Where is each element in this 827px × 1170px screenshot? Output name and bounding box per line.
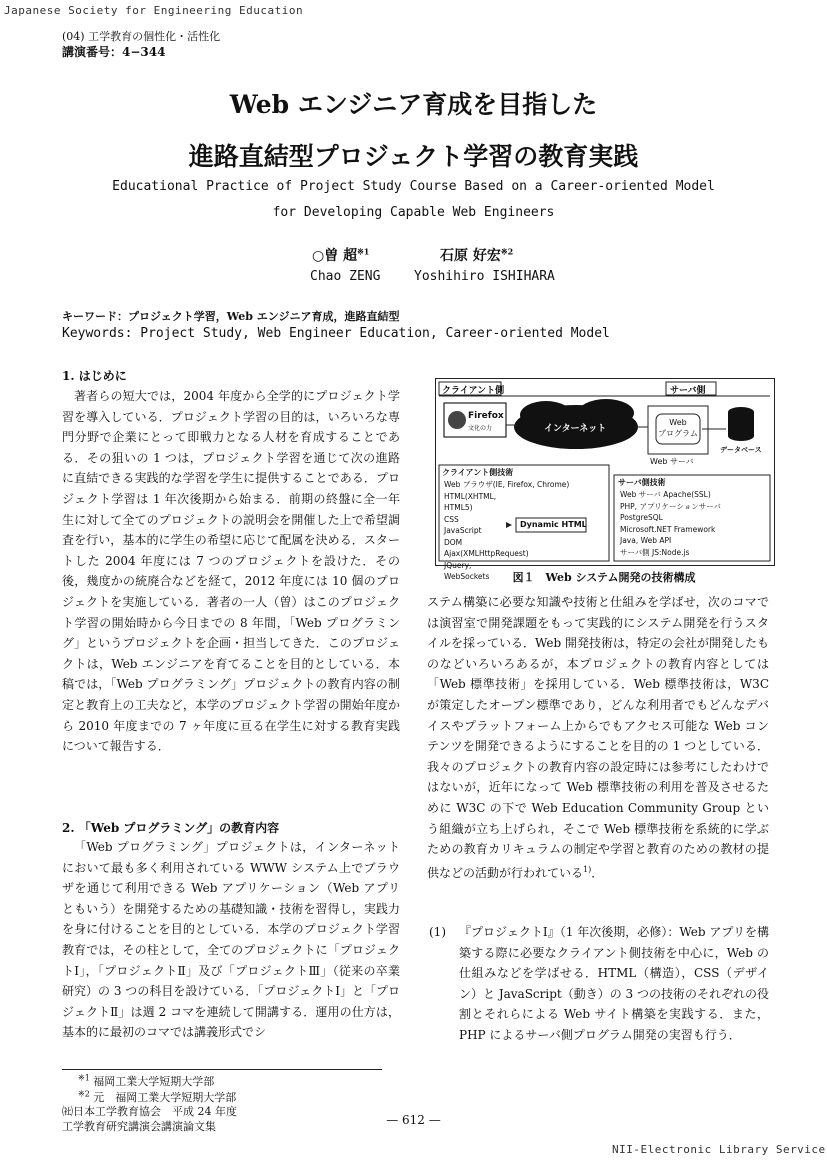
- dynamic-html-label: Dynamic HTML: [520, 520, 587, 529]
- footnote-1: $^{※1}$ 福岡工業大学短期大学部: [78, 1073, 215, 1088]
- section1-body: 著者らの短大では，2004 年度から全学的にプロジェクト学習を導入している．プロジェクト学習の目的は，いろいろな専門分野で企業にとって即戦力となる人材を育成することである．その狙いの 1 つは，プロジェクト学習を通じて次の進路に直結できる実践的な学習を学生に提供することである．プロジェクト学習は 1 年次後期から始まる．前期の終盤に全一年生に対して全てのプロジェクトの説明会を開催した上で希望調査を行い，基本的に学生の希望に応じて配属を決める．スタートした 2004 年度には 7 つのプロジェクトを設けた．その後，幾度かの統廃合などを経て，2012 年度には 10 個のプロジェクトを実施している．著者の一人（曽）はこのプロジェクト学習の開始時から今日までの 8 年間，「Web プログラミング」というプロジェクトを企画・担当してきた．このプロジェクトは，Web エンジニアを育てることを目的としている．本稿では，「Web プログラミング」プロジェクトの教育内容の制定と教育上の工夫など，本学のプロジェクト学習の開始年度から 2010 年度までの 7 ヶ年度に亘る在学生に対する教育実践について報告する．: [62, 389, 400, 754]
- webserver-label: Web サーバ: [650, 457, 694, 466]
- page-number: — 612 —: [386, 1113, 441, 1127]
- server-tech-item: サーバ側 JS:Node.js: [620, 547, 690, 557]
- section2-body: 「Web プログラミング」プロジェクトは，インターネットにおいて最も多く利用されている WWW システム上でブラウザを通じて利用できる Web アプリケーション（Web アプリともいう）を開発するための基礎知識・技術を習得し，実践力を身に付けることを目的としている．本学のプロジェクト学習教育では，その柱として，全てのプロジェクトに「プロジェクトⅠ」，「プロジェクトⅡ」及び「プロジェクトⅢ」（従来の卒業研究）の 3 つの科目を設けている．「プロジェクトⅠ」と「プロジェクトⅡ」は週 2 コマを連続して開講する．運用の仕方は，基本的に最初のコマでは講義形式でシ: [62, 840, 400, 1040]
- keywords-ja: キーワード：プロジェクト学習，Web エンジニア育成，進路直結型: [62, 310, 400, 323]
- lecture-number: 講演番号：4−344: [62, 45, 166, 59]
- title-ja-line1: Web エンジニア育成を目指した: [229, 90, 598, 119]
- client-side-label: クライアント側: [442, 386, 505, 396]
- section2-heading: 2. 「Web プログラミング」の教育内容: [62, 821, 280, 835]
- server-tech-item: PHP, アプリケーションサーバ: [620, 501, 721, 511]
- client-tech-item: Ajax(XMLHttpRequest): [444, 549, 529, 558]
- server-tech-item: Java, Web API: [620, 536, 672, 545]
- session-category: (04) 工学教育の個性化・活性化: [62, 30, 221, 43]
- title-en-line1: Educational Practice of Project Study Course Based on a Career-oriented Model: [112, 179, 715, 194]
- server-tech-item: Microsoft.NET Framework: [620, 524, 716, 534]
- publisher-line1: ㈳日本工学教育協会 平成 24 年度: [62, 1105, 237, 1118]
- footnote-2: $^{※2}$ 元 福岡工業大学短期大学部: [78, 1089, 237, 1104]
- server-side-label: サーバ側: [670, 386, 706, 396]
- server-tech-item: Web サーバ Apache(SSL): [620, 490, 711, 499]
- society-header: Japanese Society for Engineering Education: [4, 4, 304, 17]
- server-tech-list: [620, 489, 768, 558]
- author2-ja: 石原 好宏$^{※2}$: [440, 246, 514, 264]
- footer-nii: NII-Electronic Library Service: [612, 1143, 826, 1156]
- footnote-rule: [62, 1069, 382, 1070]
- title-ja-line2: 進路直結型プロジェクト学習の教育実践: [188, 142, 639, 171]
- client-tech-item: DOM: [444, 537, 463, 547]
- firefox-sub-label: 文化の力: [468, 425, 493, 432]
- right-column-body: ステム構築に必要な知識や技術と仕組みを学ばせ，次のコマでは演習室で開発課題をもって実践的にシステム開発を行うスタイルを採っている．Web 開発技術は，特定の会社が開発したものなどいろいろあるが，本プロジェクトの教育内容としては「Web 標準技術」を採用している．Web 標準技術は，W3C が策定したオープン標準であり，どんな利用者でもどんなデバイスやプラットフォーム上からでもアクセス可能な Web コンテンツを開発できるようにすることを目的の 1 つとしている．我々のプロジェクトの教育内容の設定時には参考にしたわけではないが，近年になって Web 標準技術の利用を普及させるために W3C の下で Web Education Community Group という組織が立ち上げられ，そこで Web 標準技術を系統的に学ぶための教育カリキュラムの制定や学習と教育のための教材の提供などの活動が行われている$^{1)}$．: [427, 595, 769, 880]
- client-tech-item: JavaScript: [444, 526, 482, 535]
- client-tech-item: Web ブラウザ(IE, Firefox, Chrome): [444, 480, 570, 489]
- figure-caption: 図１ Web システム開発の技術構成: [512, 571, 696, 584]
- client-tech-title: クライアント側技術: [442, 468, 514, 477]
- client-tech-item: CSS: [444, 514, 459, 524]
- client-tech-item: HTML(XHTML, HTML5): [444, 491, 497, 512]
- keywords-en: Keywords: Project Study, Web Engineer Education, Career-oriented Model: [62, 326, 610, 341]
- publisher-line2: 工学教育研究講演会講演論文集: [62, 1120, 216, 1133]
- author2-en: Yoshihiro ISHIHARA: [414, 269, 555, 284]
- server-tech-title: サーバ側技術: [618, 478, 666, 487]
- section1-heading: 1. はじめに: [62, 369, 127, 383]
- database-label: データベース: [720, 446, 762, 454]
- reference-mark: 1): [583, 864, 592, 874]
- web-program-label: Web プログラム: [658, 418, 698, 438]
- author1-ja: ○曽 超$^{※1}$: [312, 246, 370, 264]
- client-tech-item: JQuery, WebSockets: [444, 560, 490, 581]
- firefox-label: Firefox: [468, 411, 504, 421]
- author1-en: Chao ZENG: [310, 269, 381, 284]
- internet-label: インターネット: [544, 424, 607, 434]
- title-en-line2: for Developing Capable Web Engineers: [272, 205, 555, 220]
- server-tech-item: PostgreSQL: [620, 513, 663, 522]
- list-item-1-label: (1): [429, 925, 446, 939]
- list-item-1-text: 『プロジェクトⅠ』（1 年次後期，必修）：Web アプリを構築する際に必要なクライアント側技術を中心に，Web の仕組みなどを学ばせる．HTML（構造），CSS（デザイン）と JavaScript（動き）の 3 つの技術のそれぞれの役割とそれらによる Web サイト構築を実践する．また，PHP によるサーバ側プログラム開発の実習も行う．: [459, 925, 769, 1042]
